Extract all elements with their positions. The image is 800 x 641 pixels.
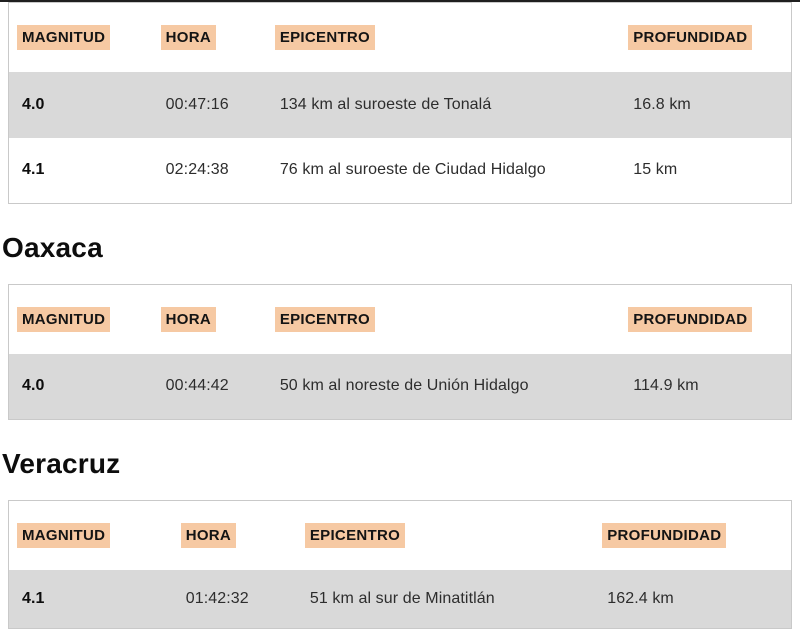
column-header-profundidad: PROFUNDIDAD <box>620 3 791 72</box>
column-header-epicentro: EPICENTRO <box>297 501 594 570</box>
table-header-row <box>9 501 792 570</box>
table-row <box>9 138 792 204</box>
cell-magnitud: 4.1 <box>22 161 45 179</box>
earthquake-table-1 <box>8 2 792 204</box>
table-header-row <box>9 3 792 72</box>
table-row <box>9 354 792 420</box>
table-row <box>9 72 792 138</box>
cell-magnitud: 4.1 <box>22 589 45 607</box>
cell-magnitud: 4.0 <box>22 377 45 395</box>
cell-hora: 00:44:42 <box>165 377 229 395</box>
earthquake-table-oaxaca <box>8 284 792 420</box>
cell-magnitud: 4.0 <box>22 95 45 113</box>
column-header-magnitud: MAGNITUD <box>9 501 173 570</box>
cell-epicentro: 76 km al suroeste de Ciudad Hidalgo <box>279 161 546 179</box>
cell-profundidad: 15 km <box>633 161 678 179</box>
earthquake-table-veracruz <box>8 500 792 629</box>
cell-hora: 01:42:32 <box>185 589 249 607</box>
quake-section-oaxaca <box>0 234 800 420</box>
table-row <box>9 570 792 629</box>
cell-hora: 00:47:16 <box>165 95 229 113</box>
cell-hora: 02:24:38 <box>165 161 229 179</box>
cell-profundidad: 114.9 km <box>633 377 699 395</box>
cell-epicentro: 50 km al noreste de Unión Hidalgo <box>279 377 529 395</box>
column-header-magnitud: MAGNITUD <box>9 3 153 72</box>
column-header-magnitud: MAGNITUD <box>9 285 153 354</box>
cell-profundidad: 16.8 km <box>633 95 691 113</box>
column-header-profundidad: PROFUNDIDAD <box>620 285 791 354</box>
section-heading-veracruz: Veracruz <box>2 448 121 479</box>
column-header-epicentro: EPICENTRO <box>267 285 620 354</box>
quake-section-veracruz <box>0 450 800 629</box>
cell-epicentro: 51 km al sur de Minatitlán <box>309 589 495 607</box>
column-header-hora: HORA <box>153 285 267 354</box>
cell-profundidad: 162.4 km <box>607 589 674 607</box>
column-header-hora: HORA <box>153 3 267 72</box>
cell-epicentro: 134 km al suroeste de Tonalá <box>279 95 492 113</box>
table-header-row <box>9 285 792 354</box>
section-heading-oaxaca: Oaxaca <box>2 232 103 263</box>
quake-section-1 <box>0 2 800 204</box>
column-header-profundidad: PROFUNDIDAD <box>594 501 791 570</box>
column-header-hora: HORA <box>173 501 297 570</box>
column-header-epicentro: EPICENTRO <box>267 3 620 72</box>
